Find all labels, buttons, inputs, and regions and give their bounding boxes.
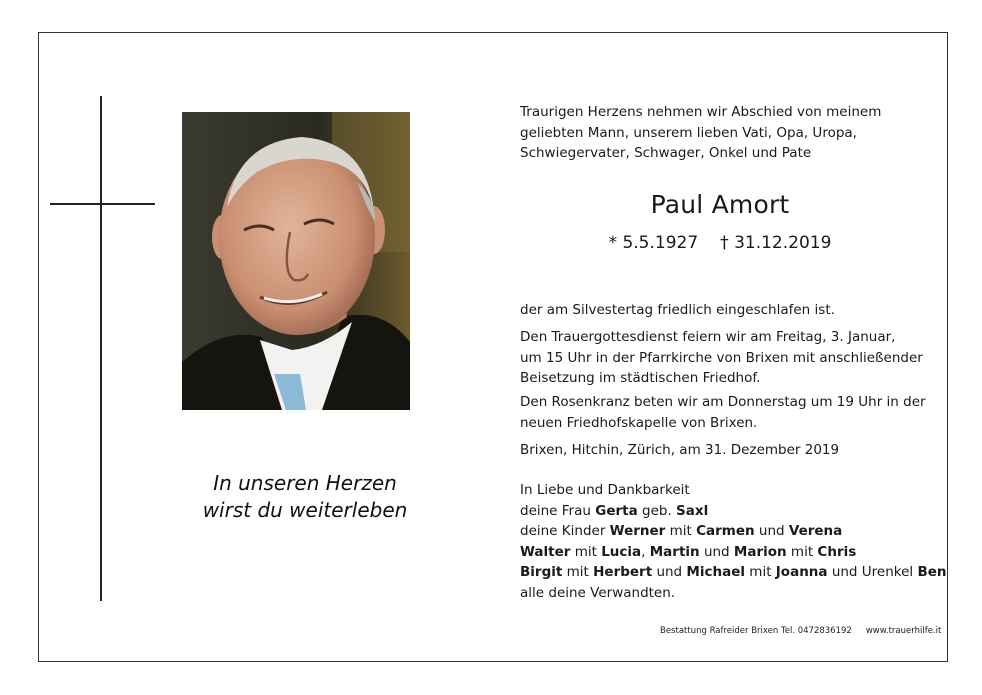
intro-line: geliebten Mann, unserem lieben Vati, Opa, Uropa,	[520, 124, 857, 141]
rosary-line: Den Rosenkranz beten wir am Donnerstag um 19 Uhr in der	[520, 394, 926, 410]
birth-date: * 5.5.1927	[608, 233, 699, 253]
family-line: In Liebe und Dankbarkeit	[520, 482, 690, 498]
funeral-line: Beisetzung im städtischen Friedhof.	[520, 370, 761, 386]
death-date: † 31.12.2019	[720, 233, 832, 253]
footer	[660, 626, 941, 636]
life-dates	[520, 233, 920, 253]
family-list	[520, 480, 947, 603]
cross-horizontal-bar	[50, 203, 155, 205]
passing-line: der am Silvestertag friedlich eingeschlafen ist.	[520, 302, 835, 318]
memorial-quote	[160, 470, 450, 524]
footer-website-link[interactable]: www.trauerhilfe.it	[865, 626, 942, 636]
place-date	[520, 440, 930, 461]
rosary-text	[520, 392, 930, 433]
funeral-text	[520, 327, 930, 389]
quote-line: In unseren Herzen	[213, 471, 397, 495]
family-line: deine Frau Gerta geb. Saxl	[520, 502, 709, 519]
family-line: alle deine Verwandten.	[520, 584, 676, 601]
intro-line: Schwiegervater, Schwager, Onkel und Pate	[520, 145, 812, 161]
family-line: deine Kinder Werner mit Carmen und Verena	[520, 523, 843, 539]
cross-vertical-bar	[100, 96, 102, 601]
footer-company: Bestattung Rafreider Brixen Tel. 0472836192	[660, 626, 852, 636]
deceased-name: Paul Amort	[650, 190, 790, 219]
family-line: Birgit mit Herbert und Michael mit Joanna und Urenkel Ben	[520, 564, 947, 580]
intro-line: Traurigen Herzens nehmen wir Abschied von meinem	[520, 104, 882, 120]
funeral-line: Den Trauergottesdienst feiern wir am Freitag, 3. Januar,	[520, 329, 896, 345]
funeral-line: um 15 Uhr in der Pfarrkirche von Brixen mit anschließender	[520, 349, 923, 366]
intro-text	[520, 102, 930, 164]
quote-line: wirst du weiterleben	[202, 498, 408, 522]
rosary-line: neuen Friedhofskapelle von Brixen.	[520, 414, 758, 431]
place-date-line: Brixen, Hitchin, Zürich, am 31. Dezember 2019	[520, 442, 840, 458]
portrait-photo	[182, 112, 410, 410]
passing-text	[520, 300, 930, 321]
family-line: Walter mit Lucia, Martin und Marion mit Chris	[520, 543, 857, 560]
